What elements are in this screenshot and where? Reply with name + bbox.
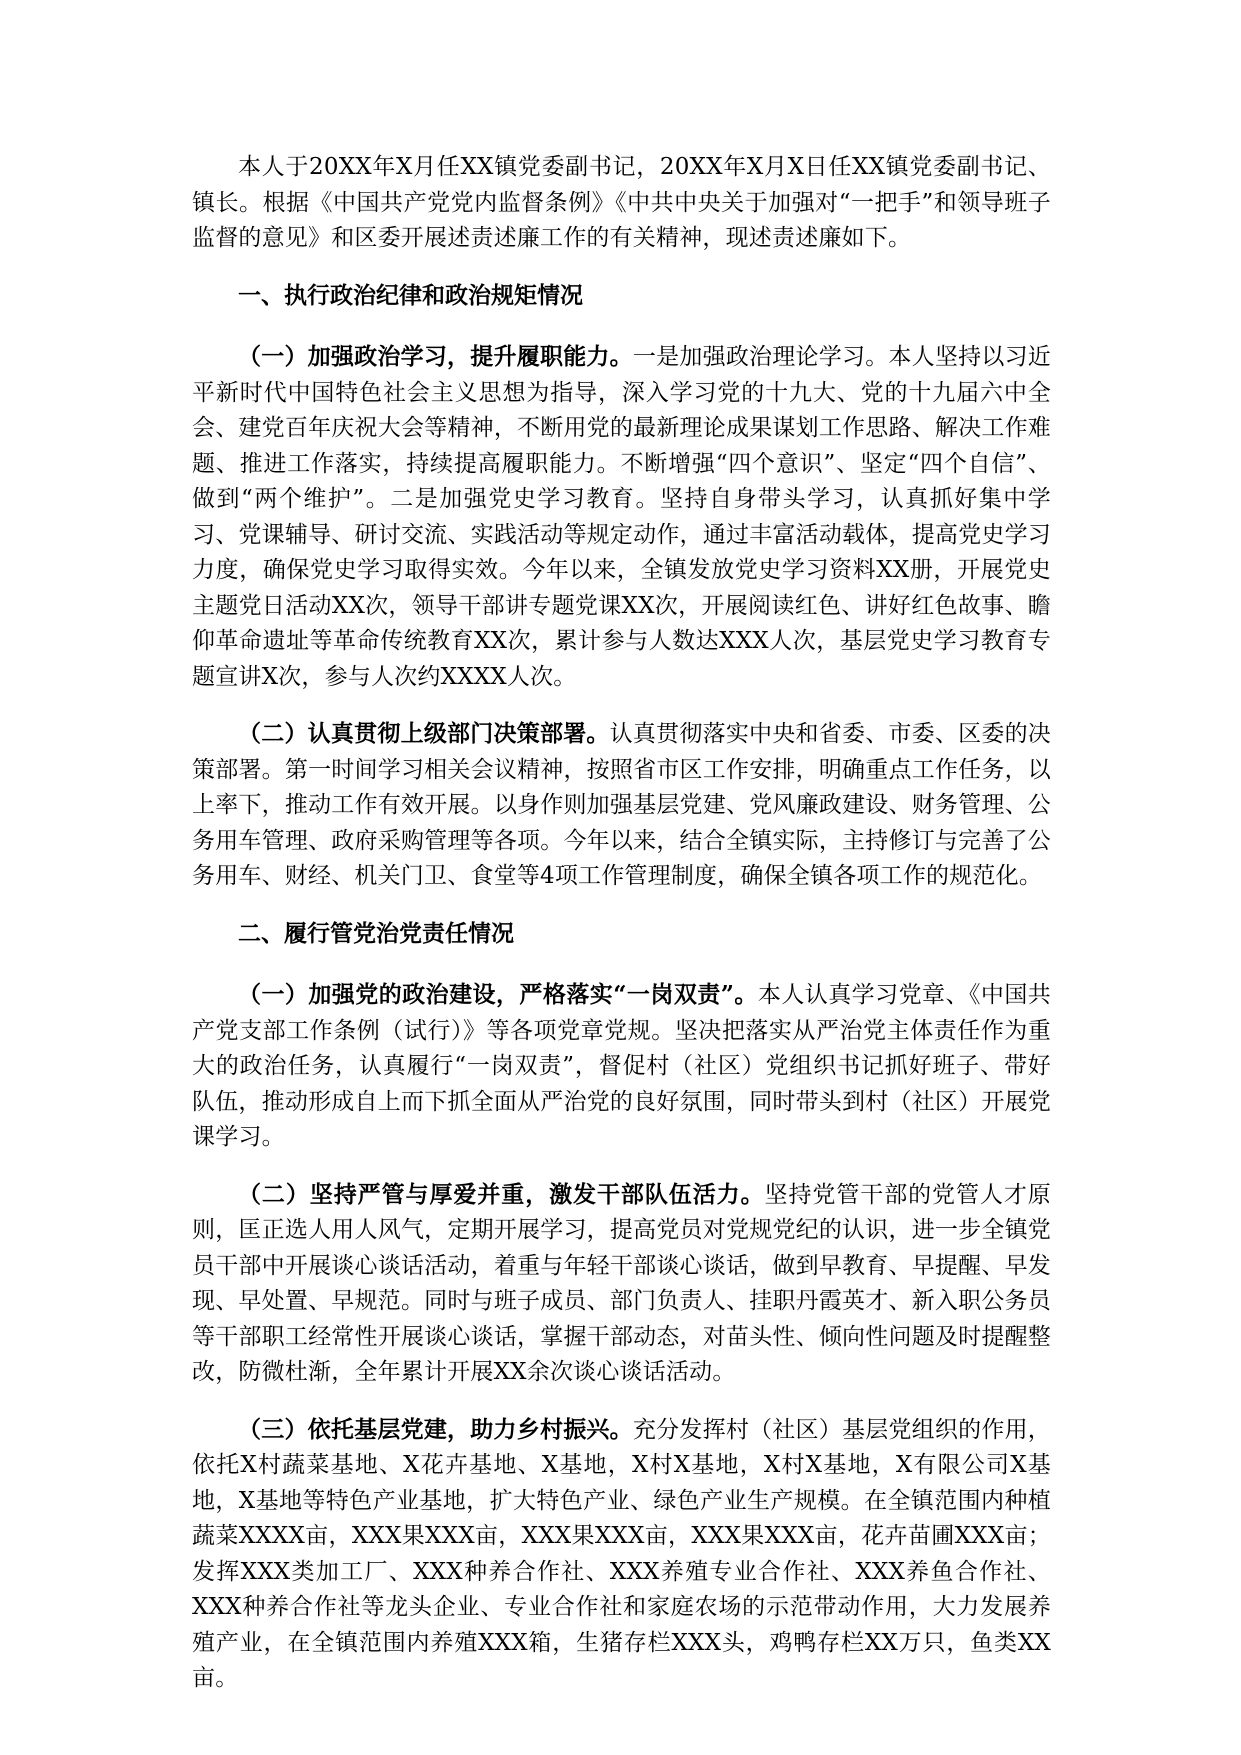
- section-1-paragraph-2: [192, 716, 1051, 895]
- section-2-heading: 二、履行管党治党责任情况: [238, 919, 514, 947]
- section-1-paragraph-1-body: 一是加强政治理论学习。本人坚持以习近平新时代中国特色社会主义思想为指导，深入学习党的十九大、党的十九届六中全会、建党百年庆祝大会等精神，不断用党的最新理论成果谋划工作思路、解决工作难题、推进工作落实，持续提高履职能力。不断增强“四个意识”、坚定“四个自信”、做到“两个维护”。二是加强党史学习教育。坚持自身带头学习，认真抓好集中学习、党课辅导、研讨交流、实践活动等规定动作，通过丰富活动载体，提高党史学习力度，确保党史学习取得实效。今年以来，全镇发放党史学习资料XX册，开展党史主题党日活动XX次，领导干部讲专题党课XX次，开展阅读红色、讲好红色故事、瞻仰革命遗址等革命传统教育XX次，累计参与人数达XXX人次，基层党史学习教育专题宣讲X次，参与人次约XXXX人次。: [192, 344, 1051, 690]
- section-1-paragraph-1-lead: （一）加强政治学习，提升履职能力。: [238, 343, 633, 370]
- section-2-paragraph-3-lead: （三）依托基层党建，助力乡村振兴。: [238, 1415, 633, 1443]
- intro-paragraph: [192, 150, 1051, 257]
- section-2-paragraph-1-lead: （一）加强党的政治建设，严格落实“一岗双责”。: [238, 981, 758, 1008]
- section-1-paragraph-2-lead: （二）认真贯彻上级部门决策部署。: [238, 720, 610, 747]
- section-2-paragraph-2: [192, 1177, 1051, 1391]
- section-1-paragraph-2-body: 认真贯彻落实中央和省委、市委、区委的决策部署。第一时间学习相关会议精神，按照省市区工作安排，明确重点工作任务，以上率下，推动工作有效开展。以身作则加强基层党建、党风廉政建设、财务管理、公务用车管理、政府采购管理等各项。今年以来，结合全镇实际，主持修订与完善了公务用车、财经、机关门卫、食堂等4项工作管理制度，确保全镇各项工作的规范化。: [192, 721, 1051, 889]
- intro-text: 本人于20XX年X月任XX镇党委副书记，20XX年X月X日任XX镇党委副书记、镇长。根据《中国共产党党内监督条例》《中共中央关于加强对“一把手”和领导班子监督的意见》和区委开展述责述廉工作的有关精神，现述责述廉如下。: [192, 154, 1051, 251]
- section-1-heading: 一、执行政治纪律和政治规矩情况: [238, 281, 583, 309]
- section-2-paragraph-2-body: 坚持党管干部的党管人才原则，匡正选人用人风气，定期开展学习，提高党员对党规党纪的认识，进一步全镇党员干部中开展谈心谈话活动，着重与年轻干部谈心谈话，做到早教育、早提醒、早发现、早处置、早规范。同时与班子成员、部门负责人、挂职丹霞英才、新入职公务员等干部职工经常性开展谈心谈话，掌握干部动态，对苗头性、倾向性问题及时提醒整改，防微杜渐，全年累计开展XX余次谈心谈话活动。: [192, 1181, 1051, 1385]
- section-2-paragraph-3-body: 充分发挥村（社区）基层党组织的作用，依托X村蔬菜基地、X花卉基地、X基地，X村X基地，X村X基地，X有限公司X基地，X基地等特色产业基地，扩大特色产业、绿色产业生产规模。在全镇范围内种植蔬菜XXXX亩，XXX果XXX亩，XXX果XXX亩，XXX果XXX亩，花卉苗圃XXX亩；发挥XXX类加工厂、XXX种养合作社、XXX养殖专业合作社、XXX养鱼合作社、XXX种养合作社等龙头企业、专业合作社和家庭农场的示范带动作用，大力发展养殖产业，在全镇范围内养殖XXX箱，生猪存栏XXX头，鸡鸭存栏XX万只，鱼类XX亩。: [192, 1416, 1051, 1691]
- section-1-paragraph-1: [192, 339, 1051, 695]
- section-2-paragraph-3: [192, 1412, 1051, 1697]
- section-2-paragraph-2-lead: （二）坚持严管与厚爱并重，激发干部队伍活力。: [238, 1180, 765, 1208]
- section-2-paragraph-1: [192, 977, 1051, 1156]
- section-2-paragraph-1-body: 本人认真学习党章、《中国共产党支部工作条例（试行）》等各项党章党规。坚决把落实从严治党主体责任作为重大的政治任务，认真履行“一岗双责”，督促村（社区）党组织书记抓好班子、带好队伍，推动形成自上而下抓全面从严治党的良好氛围，同时带头到村（社区）开展党课学习。: [192, 982, 1052, 1150]
